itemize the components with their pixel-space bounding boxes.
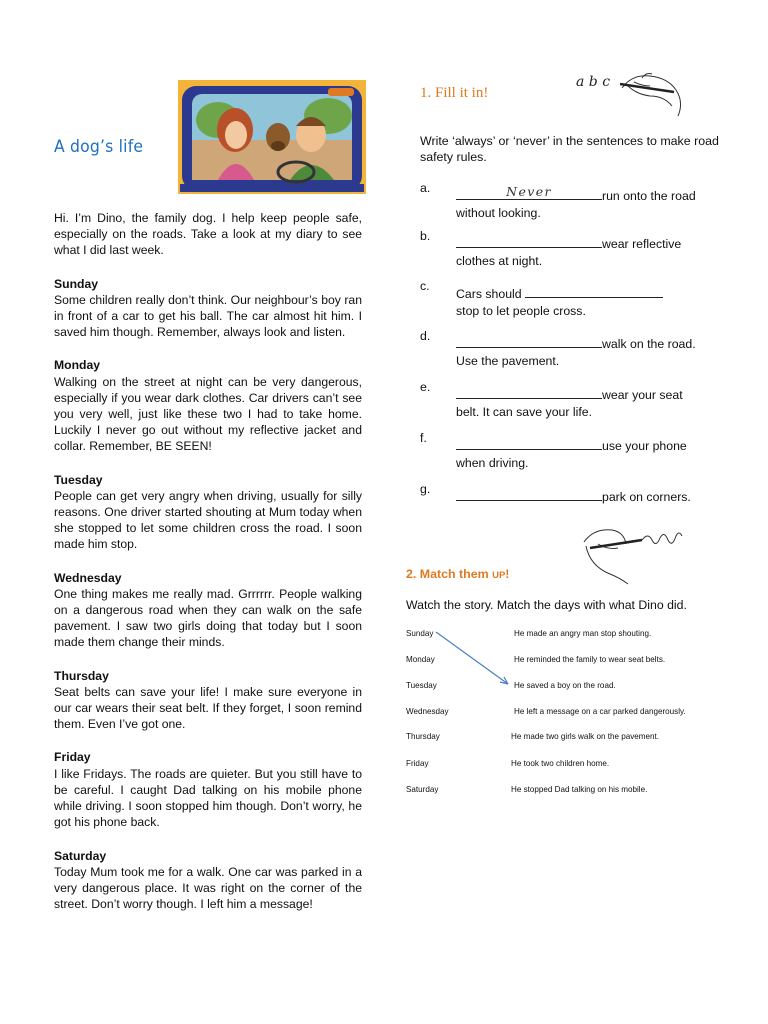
day-heading: Thursday	[54, 668, 109, 683]
answer-blank[interactable]	[525, 284, 663, 298]
match-day[interactable]: Friday	[406, 759, 429, 768]
day-heading: Monday	[54, 358, 101, 373]
question-text: run onto the road	[602, 189, 696, 203]
answer-blank[interactable]	[456, 234, 602, 248]
car-illustration	[178, 80, 366, 194]
diary-entry	[54, 848, 362, 913]
day-text: Walking on the street at night can be very dangerous, especially if you wear dark clothes. Car drivers can’t see you very well, just like these two I had to take home. Luckily I never go out without my reflective jacket and collar. Remember, BE SEEN!	[54, 374, 362, 454]
match-action[interactable]: He made an angry man stop shouting.	[514, 629, 652, 638]
question-text: use your phone	[602, 439, 687, 453]
day-text: Today Mum took me for a walk. One car was parked in a very dangerous place. It was right on the corner of the street. Don’t worry though. I left him a message!	[54, 864, 362, 912]
diary-entry	[54, 472, 362, 553]
match-day[interactable]: Thursday	[406, 732, 440, 741]
question-letter: d.	[420, 329, 431, 343]
diary-entry	[54, 668, 362, 733]
handwritten-answer: Never	[506, 184, 552, 199]
day-heading: Sunday	[54, 276, 99, 291]
answer-blank[interactable]	[456, 186, 602, 200]
question-text: Cars should	[456, 287, 522, 301]
question-text-line2: stop to let people cross.	[456, 304, 586, 318]
diary-entry	[54, 357, 362, 454]
question-letter: a.	[420, 181, 431, 195]
match-heading-end: !	[505, 567, 510, 581]
question-text-line2: belt. It can save your life.	[456, 405, 593, 419]
question-body	[456, 385, 726, 421]
question-body	[456, 487, 726, 506]
match-arrow	[400, 620, 540, 700]
day-text: Some children really don’t think. Our neighbour’s boy ran in front of a car to get his ball. The car almost hit him. I saved him though. Remember, always look and listen.	[54, 292, 362, 340]
story-intro: Hi. I’m Dino, the family dog. I help keep people safe, especially on the roads. Take a look at my diary to see what I did last week.	[54, 211, 362, 258]
question-text-line2: Use the pavement.	[456, 354, 560, 368]
question-text-line2: clothes at night.	[456, 254, 543, 268]
match-day[interactable]: Tuesday	[406, 681, 437, 690]
day-text: One thing makes me really mad. Grrrrrr. People walking on a dangerous road when they can walk on the safe pavement. I saw two girls doing that today but I soon made them change their minds.	[54, 586, 362, 650]
match-heading-main: 2. Match them	[406, 567, 493, 581]
question-text-line2: without looking.	[456, 206, 541, 220]
question-letter: f.	[420, 431, 427, 445]
match-action[interactable]: He took two children home.	[511, 759, 610, 768]
question-body	[456, 334, 726, 370]
answer-blank[interactable]	[456, 385, 602, 399]
match-instructions: Watch the story. Match the days with what Dino did.	[406, 598, 687, 612]
match-day[interactable]: Saturday	[406, 785, 439, 794]
diary-entry	[54, 749, 362, 830]
fill-in-heading: 1. Fill it in!	[420, 85, 489, 101]
day-heading: Tuesday	[54, 472, 103, 487]
question-letter: c.	[420, 279, 430, 293]
match-day[interactable]: Wednesday	[406, 707, 449, 716]
day-heading: Friday	[54, 750, 91, 765]
day-text: People can get very angry when driving, usually for silly reasons. One driver started shouting at Mum today when she stopped to let some children cross the road. I soon made him stop.	[54, 488, 362, 552]
match-action[interactable]: He stopped Dad talking on his mobile.	[511, 785, 648, 794]
question-body	[456, 436, 726, 472]
day-text: I like Fridays. The roads are quieter. But you still have to be careful. I caught Dad talking on his mobile phone while driving. I soon stopped him though. Don’t worry, he got his phone back.	[54, 766, 362, 830]
question-text: walk on the road.	[602, 337, 696, 351]
match-action[interactable]: He reminded the family to wear seat belts.	[514, 655, 666, 664]
match-action[interactable]: He saved a boy on the road.	[514, 681, 616, 690]
day-heading: Saturday	[54, 848, 107, 863]
question-text: wear your seat	[602, 388, 683, 402]
page-title: A dog’s life	[54, 137, 144, 157]
day-text: Seat belts can save your life! I make sure everyone in our car wears their seat belt. If they forget, I soon remind them. Even I’ve got one.	[54, 684, 362, 732]
question-letter: b.	[420, 229, 431, 243]
question-text-line2: when driving.	[456, 456, 529, 470]
diary-entry	[54, 276, 362, 341]
question-letter: e.	[420, 380, 431, 394]
question-body	[456, 284, 726, 320]
match-action[interactable]: He made two girls walk on the pavement.	[511, 732, 660, 741]
question-body	[456, 186, 726, 222]
match-heading	[406, 567, 509, 581]
match-day[interactable]: Monday	[406, 655, 435, 664]
question-letter: g.	[420, 482, 431, 496]
hand-letters: a b c	[576, 74, 611, 90]
pen-hand-icon	[580, 522, 685, 586]
match-heading-up: UP	[492, 570, 506, 581]
answer-blank[interactable]	[456, 487, 602, 501]
question-body	[456, 234, 726, 270]
diary-entry	[54, 570, 362, 651]
writing-hand-icon	[572, 66, 688, 124]
day-heading: Wednesday	[54, 570, 122, 585]
fill-in-instructions: Write ‘always’ or ‘never’ in the sentences to make road safety rules.	[420, 134, 719, 164]
match-action[interactable]: He left a message on a car parked dangerously.	[514, 707, 686, 716]
match-day[interactable]: Sunday	[406, 629, 434, 638]
diary-story	[54, 210, 362, 912]
answer-blank[interactable]	[456, 436, 602, 450]
arrow-line	[436, 632, 508, 684]
answer-blank[interactable]	[456, 334, 602, 348]
question-text: wear reflective	[602, 237, 682, 251]
question-text: park on corners.	[602, 490, 691, 504]
